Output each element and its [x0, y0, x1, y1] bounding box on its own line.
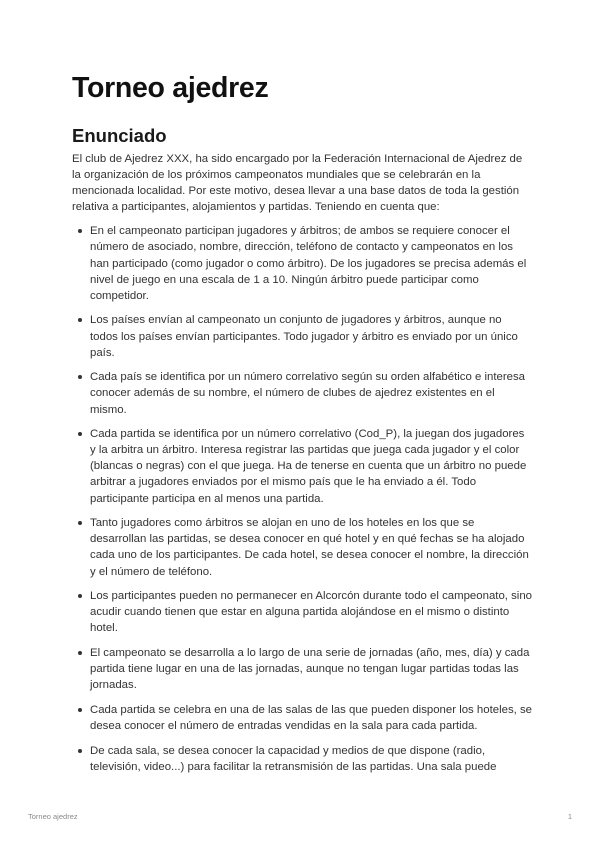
- list-item: De cada sala, se desea conocer la capacidad y medios de que dispone (radio, televisión, video...) para facilitar la retransmisión de las partidas. Una sala puede: [90, 743, 532, 775]
- section-heading: Enunciado: [72, 125, 167, 146]
- list-item: Los países envían al campeonato un conjunto de jugadores y árbitros, aunque no todos los países envían participantes. Todo jugador y árbitro es enviado por un único país.: [90, 312, 532, 360]
- footer-title: Torneo ajedrez: [28, 812, 78, 821]
- page-footer: [28, 812, 572, 821]
- page-title: Torneo ajedrez: [72, 72, 269, 104]
- list-item: Los participantes pueden no permanecer en Alcorcón durante todo el campeonato, sino acudir cuando tienen que estar en alguna partida alojándose en el mismo o distinto hotel.: [90, 588, 532, 636]
- list-item: Cada partida se identifica por un número correlativo (Cod_P), la juegan dos jugadores y la arbitra un árbitro. Interesa registrar las partidas que juega cada jugador y el color (blancas o negras) con el que juega. Ha de tenerse en cuenta que un árbitro no puede arbitrar a jugadores enviados por el mismo país que le ha enviado a él. Todo participante participa en al menos una partida.: [90, 426, 532, 506]
- list-item: Cada país se identifica por un número correlativo según su orden alfabético e interesa conocer además de su nombre, el número de clubes de ajedrez existentes en el mismo.: [90, 369, 532, 417]
- intro-paragraph: El club de Ajedrez XXX, ha sido encargado por la Federación Internacional de Ajedrez de la organización de los próximos campeonatos mundiales que se celebrarán en la mencionada localidad. Por este motivo, desea llevar a una base datos de toda la gestión relativa a participantes, alojamientos y partidas. Teniendo en cuenta que:: [72, 153, 523, 214]
- document-body: [72, 151, 532, 784]
- list-item: En el campeonato participan jugadores y árbitros; de ambos se requiere conocer el número de asociado, nombre, dirección, teléfono de contacto y campeonatos en los han participado (como jugador o como árbitro). De los jugadores se precisa además el nivel de juego en una escala de 1 a 10. Ningún árbitro puede participar como competidor.: [90, 223, 532, 303]
- page-number: 1: [567, 812, 572, 821]
- list-item: El campeonato se desarrolla a lo largo de una serie de jornadas (año, mes, día) y cada partida tiene lugar en una de las jornadas, aunque no tengan lugar partidas todas las jornadas.: [90, 645, 532, 693]
- list-item: Tanto jugadores como árbitros se alojan en uno de los hoteles en los que se desarrollan las partidas, se desea conocer en qué hotel y en qué fechas se ha alojado cada uno de los participantes. De cada hotel, se desea conocer el nombre, la dirección y el número de teléfono.: [90, 515, 532, 579]
- requirements-list: [72, 223, 532, 775]
- list-item: Cada partida se celebra en una de las salas de las que pueden disponer los hoteles, se desea conocer el número de entradas vendidas en la sala para cada partida.: [90, 702, 532, 734]
